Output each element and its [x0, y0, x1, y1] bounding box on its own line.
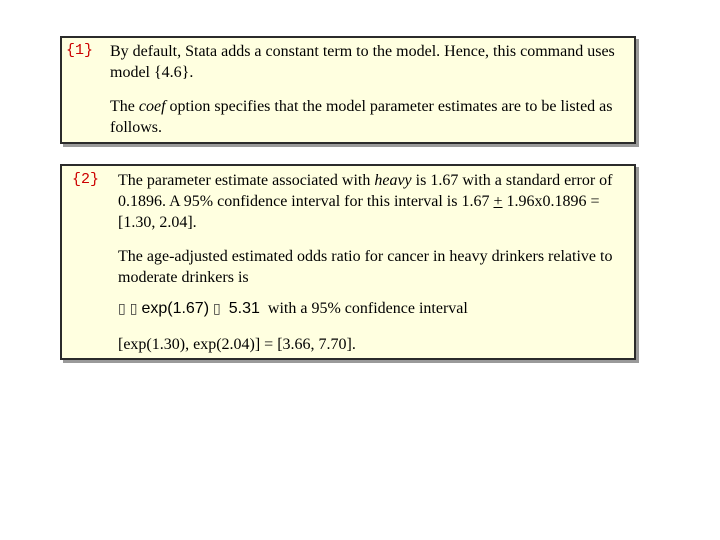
heavy-variable: heavy [374, 172, 412, 189]
note2-paragraph-odds-ratio: The age-adjusted estimated odds ratio for cancer in heavy drinkers relative to moderate drinkers is [118, 248, 613, 286]
coef-option-name: coef [138, 98, 166, 115]
plus-minus-sign: + [493, 193, 503, 210]
note2-paragraph-estimate: The parameter estimate associated with heavy is 1.67 with a standard error of 0.1896. A 95% confidence interval for this interval is 1.67 + 1.96x0.1896 = [1.30, 2.04]. [118, 172, 613, 231]
note-marker-2: {2} [72, 171, 100, 188]
note1-paragraph-default-constant [110, 41, 625, 83]
missing-glyph-2: ▯ [129, 301, 138, 317]
missing-glyph-3: ▯ [213, 301, 221, 317]
note1-paragraph-coef-option: The coef option specifies that the model parameter estimates are to be listed as follows. [110, 98, 613, 136]
missing-glyph-1: ▯ [118, 301, 126, 317]
formula-suffix: with a 95% confidence interval [267, 300, 468, 317]
formula-value: 5.31 [228, 300, 260, 317]
note-marker-1: {1} [66, 42, 94, 59]
note1-text: By default, Stata adds a constant term to the model. Hence, this command uses model {4.6}. [110, 43, 615, 81]
note2-confidence-interval: [exp(1.30), exp(2.04)] = [3.66, 7.70]. [118, 336, 356, 353]
odds-ratio-formula [118, 300, 468, 318]
formula-exp: exp(1.67) [141, 300, 210, 317]
